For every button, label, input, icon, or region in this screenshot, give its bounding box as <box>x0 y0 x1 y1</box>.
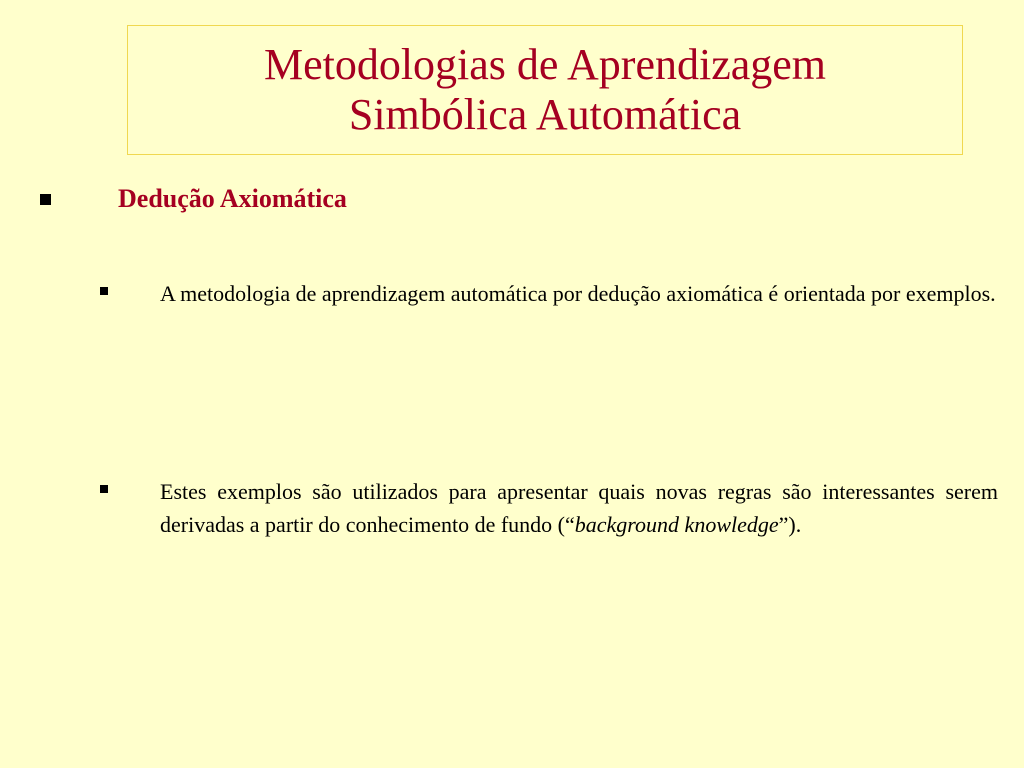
square-bullet-icon <box>100 485 108 493</box>
bullet-item-2-text <box>160 475 998 541</box>
slide-title-line-1: Metodologias de Aprendizagem <box>263 40 827 89</box>
bullet-item-1 <box>100 277 998 310</box>
section-heading <box>40 182 347 216</box>
bullet-item-2-emphasis: background knowledge <box>574 512 779 537</box>
section-heading-text: Dedução Axiomática <box>118 184 347 213</box>
square-bullet-icon <box>100 287 108 295</box>
bullet-item-2-text-end: ”). <box>778 512 802 537</box>
bullet-item-2 <box>100 475 998 541</box>
slide-title-line-2: Simbólica Automática <box>348 90 742 139</box>
bullet-item-2-text-start: Estes exemplos são utilizados para apresentar quais novas regras são interessantes serem derivadas a partir do conhecimento de fundo (“ <box>160 479 998 537</box>
slide-title <box>127 25 963 155</box>
bullet-item-1-text: A metodologia de aprendizagem automática por dedução axiomática é orientada por exemplos. <box>160 281 996 306</box>
square-bullet-icon <box>40 194 51 205</box>
